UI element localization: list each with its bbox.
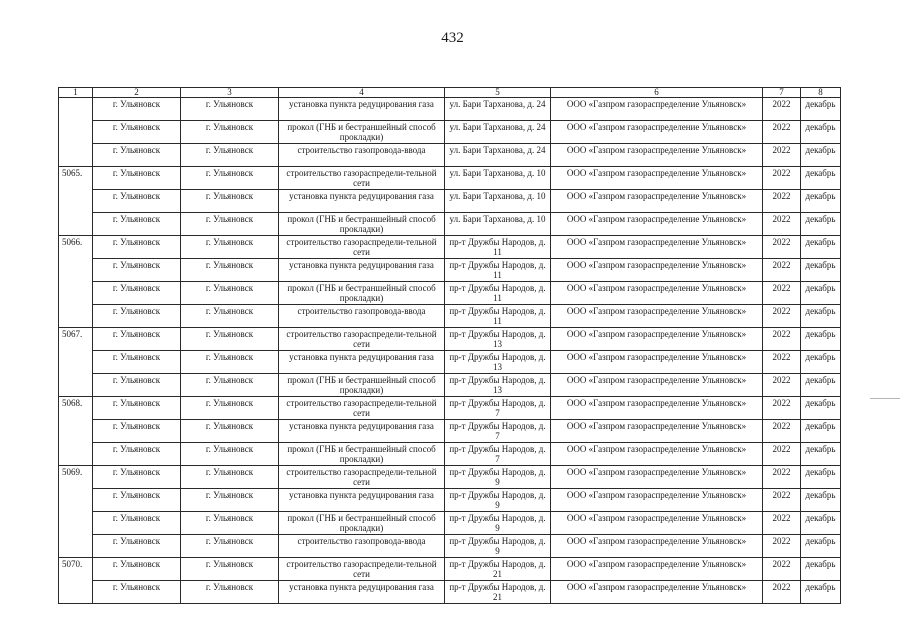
cell-year: 2022: [763, 558, 801, 581]
cell-work-type: прокол (ГНБ и бестраншейный способ прокладки): [279, 121, 445, 144]
table-row: [59, 282, 841, 305]
cell-year: 2022: [763, 581, 801, 604]
cell-organization: ООО «Газпром газораспределение Ульяновск»: [551, 581, 763, 604]
table-row: [59, 328, 841, 351]
cell-organization: ООО «Газпром газораспределение Ульяновск»: [551, 466, 763, 489]
cell-month: декабрь: [801, 397, 841, 420]
table-row: [59, 512, 841, 535]
cell-year: 2022: [763, 121, 801, 144]
cell-organization: ООО «Газпром газораспределение Ульяновск»: [551, 489, 763, 512]
cell-year: 2022: [763, 190, 801, 213]
cell-settlement: г. Ульяновск: [181, 305, 279, 328]
cell-district: г. Ульяновск: [93, 98, 181, 121]
table-row: [59, 489, 841, 512]
cell-month: декабрь: [801, 420, 841, 443]
cell-organization: ООО «Газпром газораспределение Ульяновск»: [551, 121, 763, 144]
table-container: [58, 87, 840, 604]
scan-edge-line: [870, 398, 900, 399]
cell-year: 2022: [763, 305, 801, 328]
cell-district: г. Ульяновск: [93, 144, 181, 167]
cell-settlement: г. Ульяновск: [181, 466, 279, 489]
cell-organization: ООО «Газпром газораспределение Ульяновск»: [551, 213, 763, 236]
cell-month: декабрь: [801, 558, 841, 581]
cell-settlement: г. Ульяновск: [181, 581, 279, 604]
cell-organization: ООО «Газпром газораспределение Ульяновск»: [551, 167, 763, 190]
cell-month: декабрь: [801, 190, 841, 213]
cell-organization: ООО «Газпром газораспределение Ульяновск»: [551, 443, 763, 466]
cell-address: пр-т Дружбы Народов, д. 9: [445, 535, 551, 558]
cell-district: г. Ульяновск: [93, 489, 181, 512]
cell-work-type: строительство газопровода-ввода: [279, 535, 445, 558]
table-row: [59, 581, 841, 604]
cell-address: пр-т Дружбы Народов, д. 11: [445, 236, 551, 259]
cell-year: 2022: [763, 466, 801, 489]
table-row: [59, 236, 841, 259]
table-row: [59, 351, 841, 374]
cell-number: [59, 98, 93, 167]
cell-district: г. Ульяновск: [93, 374, 181, 397]
cell-month: декабрь: [801, 466, 841, 489]
cell-work-type: установка пункта редуцирования газа: [279, 489, 445, 512]
cell-organization: ООО «Газпром газораспределение Ульяновск»: [551, 420, 763, 443]
cell-year: 2022: [763, 374, 801, 397]
table-row: [59, 259, 841, 282]
cell-month: декабрь: [801, 144, 841, 167]
cell-number: 5068.: [59, 397, 93, 466]
col-header-3: 3: [181, 88, 279, 98]
cell-year: 2022: [763, 236, 801, 259]
cell-organization: ООО «Газпром газораспределение Ульяновск»: [551, 305, 763, 328]
cell-year: 2022: [763, 144, 801, 167]
cell-organization: ООО «Газпром газораспределение Ульяновск»: [551, 374, 763, 397]
cell-work-type: строительство газораспредели-тельной сети: [279, 328, 445, 351]
cell-year: 2022: [763, 98, 801, 121]
cell-district: г. Ульяновск: [93, 213, 181, 236]
cell-district: г. Ульяновск: [93, 558, 181, 581]
table-row: [59, 98, 841, 121]
cell-address: пр-т Дружбы Народов, д. 11: [445, 305, 551, 328]
cell-number: 5070.: [59, 558, 93, 604]
col-header-8: 8: [801, 88, 841, 98]
table-row: [59, 397, 841, 420]
cell-month: декабрь: [801, 512, 841, 535]
cell-organization: ООО «Газпром газораспределение Ульяновск»: [551, 512, 763, 535]
cell-district: г. Ульяновск: [93, 328, 181, 351]
table-row: [59, 213, 841, 236]
cell-work-type: строительство газораспредели-тельной сети: [279, 397, 445, 420]
cell-district: г. Ульяновск: [93, 236, 181, 259]
table-row: [59, 144, 841, 167]
table-row: [59, 374, 841, 397]
cell-organization: ООО «Газпром газораспределение Ульяновск»: [551, 282, 763, 305]
cell-number: 5066.: [59, 236, 93, 328]
cell-settlement: г. Ульяновск: [181, 512, 279, 535]
cell-work-type: прокол (ГНБ и бестраншейный способ прокладки): [279, 282, 445, 305]
table-row: [59, 121, 841, 144]
col-header-4: 4: [279, 88, 445, 98]
cell-district: г. Ульяновск: [93, 535, 181, 558]
cell-organization: ООО «Газпром газораспределение Ульяновск»: [551, 259, 763, 282]
cell-work-type: установка пункта редуцирования газа: [279, 259, 445, 282]
table-row: [59, 466, 841, 489]
table-row: [59, 558, 841, 581]
cell-year: 2022: [763, 535, 801, 558]
cell-address: пр-т Дружбы Народов, д. 7: [445, 443, 551, 466]
cell-settlement: г. Ульяновск: [181, 98, 279, 121]
cell-work-type: строительство газопровода-ввода: [279, 144, 445, 167]
col-header-2: 2: [93, 88, 181, 98]
cell-year: 2022: [763, 443, 801, 466]
cell-district: г. Ульяновск: [93, 397, 181, 420]
cell-year: 2022: [763, 167, 801, 190]
cell-year: 2022: [763, 213, 801, 236]
table-row: [59, 305, 841, 328]
cell-settlement: г. Ульяновск: [181, 213, 279, 236]
cell-work-type: прокол (ГНБ и бестраншейный способ прокладки): [279, 443, 445, 466]
cell-district: г. Ульяновск: [93, 351, 181, 374]
cell-address: пр-т Дружбы Народов, д. 11: [445, 282, 551, 305]
cell-settlement: г. Ульяновск: [181, 167, 279, 190]
col-header-6: 6: [551, 88, 763, 98]
cell-address: ул. Бари Тарханова, д. 24: [445, 98, 551, 121]
cell-organization: ООО «Газпром газораспределение Ульяновск»: [551, 535, 763, 558]
cell-work-type: строительство газораспредели-тельной сети: [279, 558, 445, 581]
cell-settlement: г. Ульяновск: [181, 236, 279, 259]
cell-month: декабрь: [801, 489, 841, 512]
cell-settlement: г. Ульяновск: [181, 282, 279, 305]
col-header-7: 7: [763, 88, 801, 98]
cell-district: г. Ульяновск: [93, 420, 181, 443]
table-row: [59, 443, 841, 466]
cell-year: 2022: [763, 351, 801, 374]
cell-settlement: г. Ульяновск: [181, 535, 279, 558]
cell-organization: ООО «Газпром газораспределение Ульяновск»: [551, 98, 763, 121]
cell-year: 2022: [763, 259, 801, 282]
col-header-1: 1: [59, 88, 93, 98]
cell-work-type: установка пункта редуцирования газа: [279, 581, 445, 604]
cell-address: пр-т Дружбы Народов, д. 13: [445, 328, 551, 351]
cell-month: декабрь: [801, 581, 841, 604]
cell-address: пр-т Дружбы Народов, д. 21: [445, 581, 551, 604]
cell-address: пр-т Дружбы Народов, д. 7: [445, 420, 551, 443]
cell-work-type: строительство газораспредели-тельной сети: [279, 167, 445, 190]
cell-address: пр-т Дружбы Народов, д. 11: [445, 259, 551, 282]
cell-address: пр-т Дружбы Народов, д. 7: [445, 397, 551, 420]
table-body: [59, 98, 841, 604]
cell-number: 5065.: [59, 167, 93, 236]
col-header-5: 5: [445, 88, 551, 98]
cell-district: г. Ульяновск: [93, 466, 181, 489]
cell-district: г. Ульяновск: [93, 581, 181, 604]
cell-district: г. Ульяновск: [93, 259, 181, 282]
cell-month: декабрь: [801, 121, 841, 144]
cell-organization: ООО «Газпром газораспределение Ульяновск»: [551, 144, 763, 167]
cell-settlement: г. Ульяновск: [181, 121, 279, 144]
cell-address: пр-т Дружбы Народов, д. 21: [445, 558, 551, 581]
table-row: [59, 535, 841, 558]
cell-district: г. Ульяновск: [93, 443, 181, 466]
cell-work-type: установка пункта редуцирования газа: [279, 351, 445, 374]
cell-address: ул. Бари Тарханова, д. 10: [445, 167, 551, 190]
cell-work-type: строительство газораспредели-тельной сети: [279, 236, 445, 259]
cell-work-type: прокол (ГНБ и бестраншейный способ прокладки): [279, 213, 445, 236]
cell-organization: ООО «Газпром газораспределение Ульяновск»: [551, 190, 763, 213]
cell-district: г. Ульяновск: [93, 167, 181, 190]
cell-organization: ООО «Газпром газораспределение Ульяновск»: [551, 236, 763, 259]
cell-settlement: г. Ульяновск: [181, 558, 279, 581]
cell-address: пр-т Дружбы Народов, д. 13: [445, 374, 551, 397]
cell-year: 2022: [763, 420, 801, 443]
cell-number: 5067.: [59, 328, 93, 397]
cell-district: г. Ульяновск: [93, 282, 181, 305]
cell-address: ул. Бари Тарханова, д. 24: [445, 121, 551, 144]
cell-settlement: г. Ульяновск: [181, 144, 279, 167]
cell-organization: ООО «Газпром газораспределение Ульяновск»: [551, 351, 763, 374]
cell-address: пр-т Дружбы Народов, д. 9: [445, 489, 551, 512]
cell-organization: ООО «Газпром газораспределение Ульяновск»: [551, 328, 763, 351]
cell-settlement: г. Ульяновск: [181, 190, 279, 213]
cell-settlement: г. Ульяновск: [181, 374, 279, 397]
cell-address: пр-т Дружбы Народов, д. 9: [445, 466, 551, 489]
cell-month: декабрь: [801, 282, 841, 305]
cell-month: декабрь: [801, 328, 841, 351]
cell-settlement: г. Ульяновск: [181, 443, 279, 466]
cell-settlement: г. Ульяновск: [181, 351, 279, 374]
cell-work-type: строительство газопровода-ввода: [279, 305, 445, 328]
cell-settlement: г. Ульяновск: [181, 489, 279, 512]
cell-year: 2022: [763, 328, 801, 351]
table-row: [59, 167, 841, 190]
cell-number: 5069.: [59, 466, 93, 558]
cell-month: декабрь: [801, 535, 841, 558]
cell-month: декабрь: [801, 167, 841, 190]
cell-year: 2022: [763, 282, 801, 305]
cell-organization: ООО «Газпром газораспределение Ульяновск»: [551, 397, 763, 420]
cell-address: пр-т Дружбы Народов, д. 9: [445, 512, 551, 535]
cell-month: декабрь: [801, 305, 841, 328]
cell-year: 2022: [763, 512, 801, 535]
cell-district: г. Ульяновск: [93, 512, 181, 535]
cell-settlement: г. Ульяновск: [181, 397, 279, 420]
cell-work-type: строительство газораспредели-тельной сети: [279, 466, 445, 489]
cell-work-type: прокол (ГНБ и бестраншейный способ прокладки): [279, 512, 445, 535]
cell-settlement: г. Ульяновск: [181, 328, 279, 351]
cell-organization: ООО «Газпром газораспределение Ульяновск»: [551, 558, 763, 581]
cell-year: 2022: [763, 489, 801, 512]
cell-work-type: прокол (ГНБ и бестраншейный способ прокладки): [279, 374, 445, 397]
cell-district: г. Ульяновск: [93, 305, 181, 328]
cell-district: г. Ульяновск: [93, 121, 181, 144]
cell-settlement: г. Ульяновск: [181, 420, 279, 443]
data-table: [58, 87, 841, 604]
header-row: [59, 88, 841, 98]
cell-settlement: г. Ульяновск: [181, 259, 279, 282]
cell-address: ул. Бари Тарханова, д. 10: [445, 190, 551, 213]
cell-month: декабрь: [801, 213, 841, 236]
cell-month: декабрь: [801, 351, 841, 374]
cell-year: 2022: [763, 397, 801, 420]
cell-month: декабрь: [801, 236, 841, 259]
cell-month: декабрь: [801, 443, 841, 466]
table-row: [59, 190, 841, 213]
cell-month: декабрь: [801, 374, 841, 397]
cell-work-type: установка пункта редуцирования газа: [279, 190, 445, 213]
cell-month: декабрь: [801, 259, 841, 282]
table-row: [59, 420, 841, 443]
cell-work-type: установка пункта редуцирования газа: [279, 98, 445, 121]
cell-address: ул. Бари Тарханова, д. 10: [445, 213, 551, 236]
page-number: 432: [441, 30, 464, 46]
cell-work-type: установка пункта редуцирования газа: [279, 420, 445, 443]
cell-address: ул. Бари Тарханова, д. 24: [445, 144, 551, 167]
cell-district: г. Ульяновск: [93, 190, 181, 213]
cell-month: декабрь: [801, 98, 841, 121]
cell-address: пр-т Дружбы Народов, д. 13: [445, 351, 551, 374]
